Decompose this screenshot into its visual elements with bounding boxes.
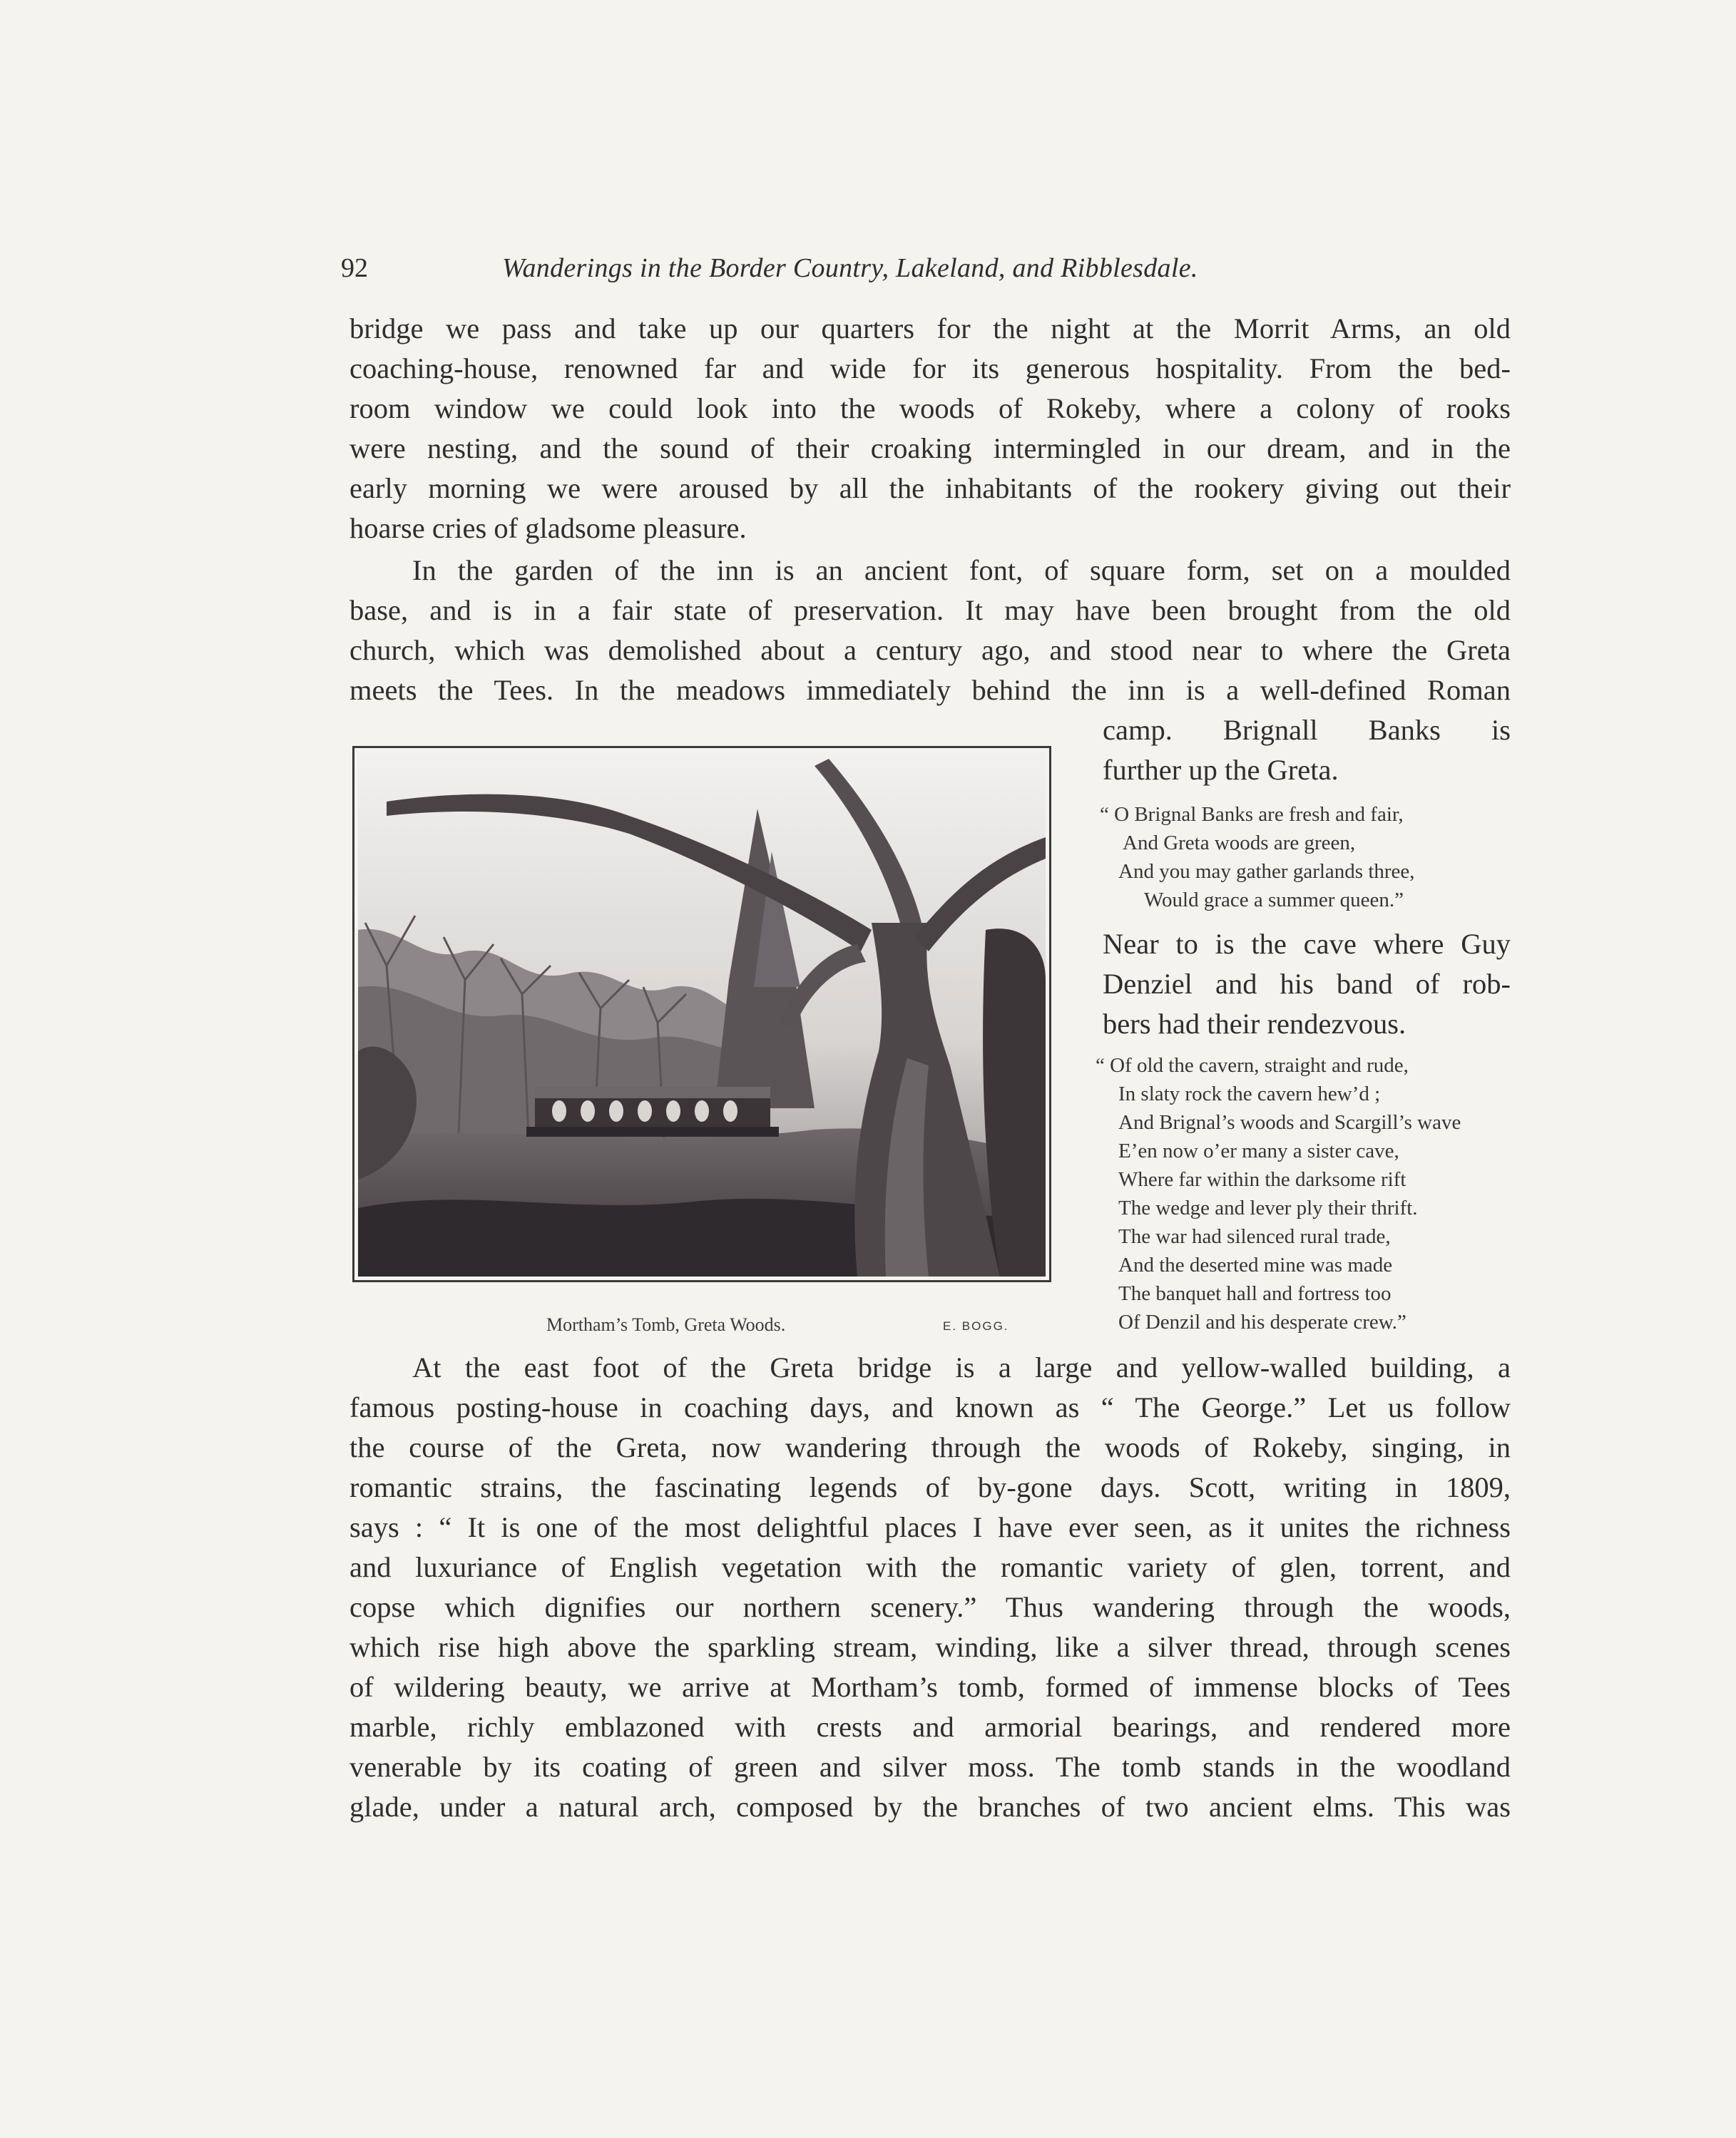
text-line: the course of the Greta, now wandering through the woods of Rokeby, singing, in (349, 1431, 1511, 1463)
text-line: glade, under a natural arch, composed by the branches of two ancient elms. This was (349, 1791, 1511, 1823)
text-line: were nesting, and the sound of their croaking intermingled in our dream, and in the (349, 432, 1511, 464)
text-line: marble, richly emblazoned with crests and armorial bearings, and rendered more (349, 1711, 1511, 1743)
verse-line: Of Denzil and his desperate crew.” (1118, 1311, 1406, 1334)
verse-line: Would grace a summer queen.” (1144, 889, 1404, 911)
text-line: In the garden of the inn is an ancient font, of square form, set on a moulded (412, 554, 1511, 586)
text-line: bridge we pass and take up our quarters for the night at the Morrit Arms, an old (349, 312, 1511, 344)
page-number: 92 (341, 253, 368, 283)
text-line: meets the Tees. In the meadows immediately behind the inn is a well-defined Roman (349, 674, 1511, 706)
text-line: At the east foot of the Greta bridge is a large and yellow-walled building, a (412, 1351, 1511, 1383)
text-line: room window we could look into the woods of Rokeby, where a colony of rooks (349, 392, 1511, 424)
verse-line: And you may gather garlands three, (1118, 860, 1415, 883)
verse-line: And Greta woods are green, (1123, 832, 1356, 854)
text-line: church, which was demolished about a century ago, and stood near to where the Greta (349, 634, 1511, 666)
text-line: says : “ It is one of the most delightful places I have ever seen, as it unites the richness (349, 1511, 1511, 1543)
verse-line: And the deserted mine was made (1118, 1254, 1393, 1277)
verse-line: E’en now o’er many a sister cave, (1118, 1140, 1399, 1162)
running-head (341, 247, 1382, 290)
text-line: romantic strains, the fascinating legends of by-gone days. Scott, writing in 1809, (349, 1471, 1511, 1503)
text-line: coaching-house, renowned far and wide for its generous hospitality. From the bed- (349, 352, 1511, 384)
text-line: and luxuriance of English vegetation with the romantic variety of glen, torrent, and (349, 1551, 1511, 1583)
verse-line: The war had silenced rural trade, (1118, 1225, 1391, 1248)
verse-line: “ Of old the cavern, straight and rude, (1096, 1054, 1409, 1077)
text-line: further up the Greta. (1103, 754, 1339, 786)
verse-line: “ O Brignal Banks are fresh and fair, (1100, 803, 1404, 826)
figure-caption: Mortham’s Tomb, Greta Woods. (546, 1314, 786, 1335)
text-line: of wildering beauty, we arrive at Mortham’s tomb, formed of immense blocks of Tees (349, 1671, 1511, 1703)
text-line: venerable by its coating of green and silver moss. The tomb stands in the woodland (349, 1751, 1511, 1783)
text-line: famous posting-house in coaching days, and known as “ The George.” Let us follow (349, 1391, 1511, 1423)
photograph-mortham-tomb (358, 752, 1046, 1277)
photo-credit: E. BOGG. (943, 1319, 1009, 1333)
verse-line: The wedge and lever ply their thrift. (1118, 1197, 1418, 1219)
verse-line: In slaty rock the cavern hew’d ; (1118, 1083, 1381, 1105)
text-line: camp. Brignall Banks is (1103, 714, 1511, 746)
photo-figure (352, 746, 1051, 1282)
text-line: hoarse cries of gladsome pleasure. (349, 512, 747, 544)
text-line: copse which dignifies our northern scenery.” Thus wandering through the woods, (349, 1591, 1511, 1623)
text-line: bers had their rendezvous. (1103, 1008, 1406, 1040)
verse-line: Where far within the darksome rift (1118, 1168, 1406, 1191)
text-line: early morning we were aroused by all the inhabitants of the rookery giving out their (349, 472, 1511, 504)
text-line: base, and is in a fair state of preservation. It may have been brought from the old (349, 594, 1511, 626)
running-title: Wanderings in the Border Country, Lakeland, and Ribblesdale. (502, 253, 1198, 283)
text-line: Near to is the cave where Guy (1103, 928, 1511, 960)
text-line: Denziel and his band of rob- (1103, 968, 1511, 1000)
text-line: which rise high above the sparkling stream, winding, like a silver thread, through scenes (349, 1631, 1511, 1663)
verse-line: And Brignal’s woods and Scargill’s wave (1118, 1111, 1461, 1134)
verse-line: The banquet hall and fortress too (1118, 1282, 1392, 1305)
